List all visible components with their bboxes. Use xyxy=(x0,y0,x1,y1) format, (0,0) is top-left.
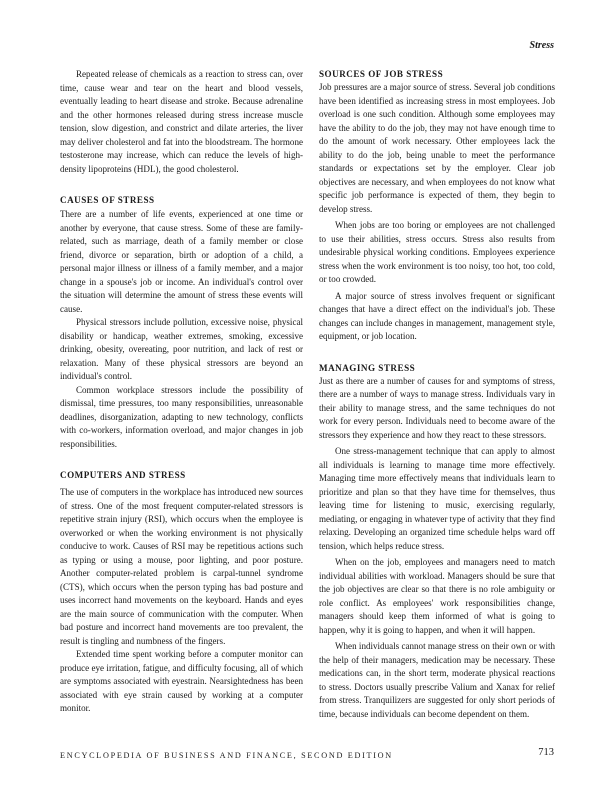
computers-paragraph-2: Extended time spent working before a computer monitor can produce eye irritation, fatigue, and difficulty focusing, all of which are symptoms associated with eyestrain. Nearsightedness has been associated with eye strain caused by working at a computer monitor. xyxy=(60,649,303,713)
sources-paragraph-3: A major source of stress involves frequent or significant changes that have a direct effect on the individual's job. These changes can include changes in management, management style, equipment, or job location. xyxy=(319,290,555,341)
left-column xyxy=(60,68,303,716)
footer-book-title: ENCYCLOPEDIA OF BUSINESS AND FINANCE, SECOND EDITION xyxy=(60,751,393,760)
managing-paragraph-2: One stress-management technique that can apply to almost all individuals is learning to manage time more effectively. Managing time more effectively means that individuals learn to prioritize and plan so that they have time for themselves, thus leaving time for listening to music, exercising regularly, mediating, or engaging in whatever type of activity that they find relaxing. Developing an organized time schedule helps ward off tension, which helps reduce stress. xyxy=(319,446,555,551)
sources-paragraph-1: Job pressures are a major source of stress. Several job conditions have been identified as increasing stress in most employees. Job overload is one such condition. Although some employees may have the ability to do the job, they may not have enough time to do the amount of work necessary. Other employees lack the ability to do the job, being unable to meet the performance standards or expectations set by the employer. Clear job objectives are necessary, and when employees do not know what specific job performance is expected of them, they begin to develop stress. xyxy=(319,82,555,214)
causes-of-stress-heading: CAUSES OF STRESS xyxy=(60,195,155,205)
causes-paragraph-3: Common workplace stressors include the possibility of dismissal, time pressures, too many responsibilities, unreasonable deadlines, disorganization, adapting to new technology, conflicts with co-workers, information overload, and major changes in job responsibilities. xyxy=(60,384,303,449)
managing-paragraph-1: Just as there are a number of causes for and symptoms of stress, there are a number of ways to manage stress. Individuals vary in their ability to manage stress, and the same techniques do not work for every person. Individuals need to become aware of the stressors they experience and how they react to these stressors. xyxy=(319,375,555,440)
sources-of-job-stress-heading: SOURCES OF JOB STRESS xyxy=(319,69,444,79)
running-head: Stress xyxy=(529,40,554,51)
managing-stress-heading: MANAGING STRESS xyxy=(319,362,416,373)
causes-paragraph-1: There are a number of life events, experienced at one time or another by everyone, that cause stress. Some of these are family-related, such as marriage, death of a family member or close friend, divorce or separation, birth or adoption of a child, a personal major illness or illness of a family member, and a major change in a spouse's job or income. An individual's control over the situation will determine the amount of stress these events will cause. xyxy=(60,209,303,314)
sources-paragraph-2: When jobs are too boring or employees are not challenged to use their abilities, stress occurs. Stress also results from undesirable physical working conditions. Employees experience stress when the work environment is too noisy, too hot, too cold, or too crowded. xyxy=(319,220,555,284)
computers-and-stress-heading: COMPUTERS AND STRESS xyxy=(60,470,186,480)
intro-paragraph: Repeated release of chemicals as a reaction to stress can, over time, cause wear and tear on the heart and blood vessels, eventually leading to heart disease and stroke. Because adrenaline and the other hormones released during stress increase muscle tension, slow digestion, and constrict and dilate arteries, the liver may deliver cholesterol and fat into the bloodstream. The hormone testosterone may increase, which can reduce the levels of high-density lipoproteins (HDL), the good cholesterol. xyxy=(60,69,303,174)
causes-paragraph-2: Physical stressors include pollution, excessive noise, physical disability or handicap, weather extremes, smoking, excessive drinking, obesity, overeating, poor nutrition, and lack of rest or relaxation. Many of these physical stressors are beyond an individual's control. xyxy=(60,317,303,381)
managing-paragraph-3: When on the job, employees and managers need to match individual abilities with workload. Managers should be sure that the job objectives are clear so that there is no role ambiguity or role conflict. As employees' work responsibilities change, managers should keep them informed of what is going to happen, why it is going to happen, and when it will happen. xyxy=(319,557,555,635)
computers-paragraph-1: The use of computers in the workplace has introduced new sources of stress. One of the most frequent computer-related stressors is repetitive strain injury (RSI), which occurs when the employee is overworked or when the working environment is not physically conducive to work. Causes of RSI may be repetitious actions such as typing or using a mouse, poor lighting, and poor posture. Another computer-related problem is carpal-tunnel syndrome (CTS), which occurs when the person typing has bad posture and uses incorrect hand movements on the keyboard. Hands and eyes are the main source of communication with the computer. When bad posture and incorrect hand movements are too prevalent, the result is tingling and numbness of the fingers. xyxy=(60,487,303,646)
right-column xyxy=(319,68,555,721)
managing-paragraph-4: When individuals cannot manage stress on their own or with the help of their managers, medication may be necessary. These medications can, in the short term, moderate physical reactions to stress. Doctors usually prescribe Valium and Xanax for relief from stress. Tranquilizers are suggested for only short periods of time, because individuals can become dependent on them. xyxy=(319,641,555,719)
page-number: 713 xyxy=(538,747,554,758)
